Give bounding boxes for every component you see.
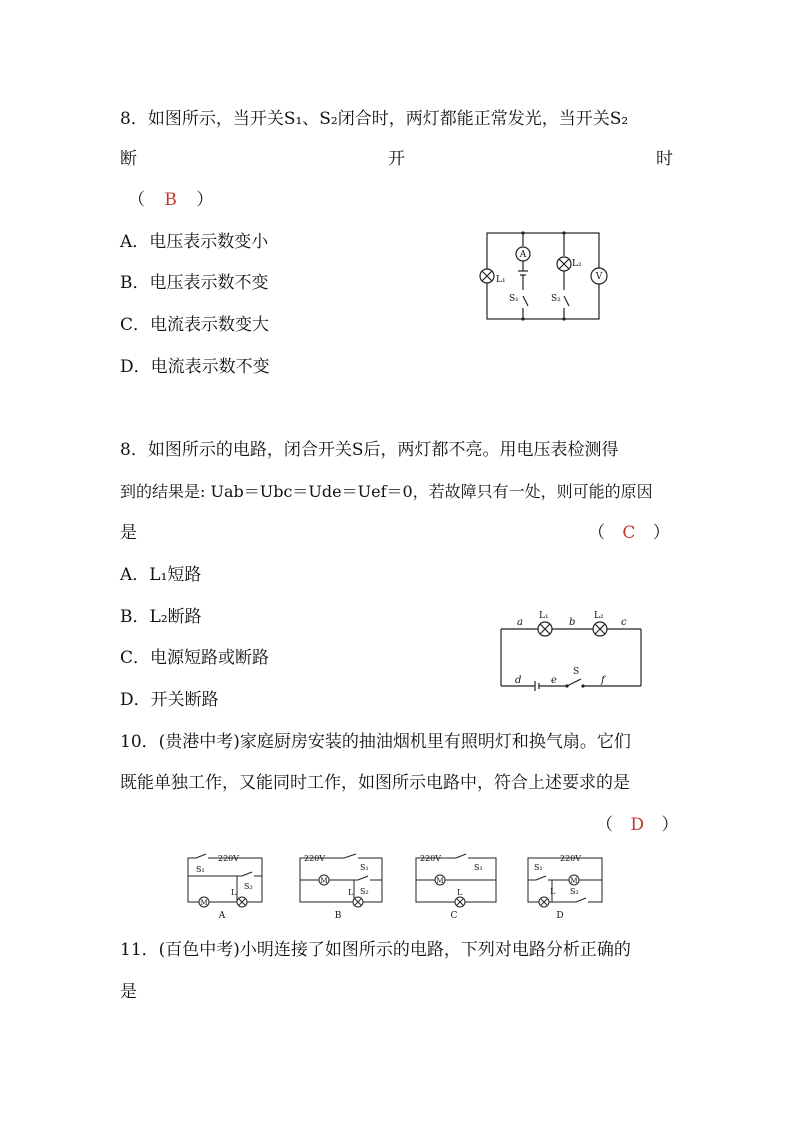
motor-label: M — [570, 877, 578, 885]
q8a-option-a: A．电压表示数变小 — [120, 232, 269, 252]
node-a: a — [517, 617, 523, 628]
bracket-close: ） — [661, 815, 679, 835]
q8b-answer-bracket — [588, 522, 670, 544]
node-b: b — [569, 617, 576, 628]
q8b-stem-line1: 8．如图所示的电路，闭合开关S后，两灯都不亮。用电压表检测得 — [120, 440, 619, 460]
bracket-open: （ — [596, 815, 613, 835]
q8a-option-b: B．电压表示数不变 — [120, 273, 269, 293]
voltmeter-label: V — [595, 272, 603, 282]
q10-circuit-c — [416, 854, 496, 921]
q8b-stem-line2: 到的结果是: Uab＝Ubc＝Ude＝Uef＝0，若故障只有一处，则可能的原因 — [120, 482, 653, 501]
s2-label: S₂ — [570, 887, 579, 896]
l2-label: L₂ — [594, 611, 604, 621]
q8b-answer: C — [622, 523, 636, 543]
bracket-close: ） — [652, 523, 670, 543]
lamp-label: L — [457, 888, 463, 897]
q8b-circuit-diagram — [495, 606, 647, 692]
ammeter-label: A — [519, 250, 527, 260]
q11-stem-line2: 是 — [120, 982, 137, 1002]
lamp-label: L — [550, 887, 556, 896]
q8a-circuit-diagram — [475, 228, 615, 328]
q10-stem-line1: 10．(贵港中考)家庭厨房安装的抽油烟机里有照明灯和换气扇。它们 — [120, 732, 631, 752]
motor-label: M — [200, 899, 208, 907]
q8b-stem-line3: 是 — [120, 523, 137, 543]
s1-label: S₁ — [474, 863, 483, 872]
l1-label: L₁ — [496, 275, 506, 285]
s1-label: S₁ — [509, 294, 519, 304]
lamp-label: L — [231, 888, 237, 897]
voltage-label: 220V — [218, 854, 240, 863]
motor-label: M — [320, 877, 328, 885]
bracket-open: （ — [128, 190, 145, 210]
bracket-open: （ — [588, 523, 605, 543]
q8a-break-1: 断 — [120, 149, 137, 169]
bracket-close: ） — [196, 190, 214, 210]
s1-label: S₁ — [360, 863, 369, 872]
q8a-stem-line1: 8．如图所示，当开关S₁、S₂闭合时，两灯都能正常发光，当开关S₂ — [120, 109, 629, 129]
voltage-label: 220V — [420, 854, 442, 863]
q11-stem-line1: 11．(百色中考)小明连接了如图所示的电路，下列对电路分析正确的 — [120, 940, 631, 960]
q10-circuit-options — [182, 848, 612, 922]
s2-label: S₂ — [360, 887, 369, 896]
q10-circuit-a — [188, 854, 262, 921]
q8a-answer: B — [164, 190, 177, 210]
option-label-c: C — [450, 911, 458, 921]
node-c: c — [621, 617, 627, 628]
q8a-break-3: 时 — [656, 149, 673, 169]
q8a-option-d: D．电流表示数不变 — [120, 357, 270, 377]
option-label-a: A — [218, 911, 226, 921]
option-label-b: B — [334, 911, 342, 921]
l2-label: L₂ — [572, 259, 582, 269]
q10-circuit-b — [300, 854, 382, 921]
q8b-option-c: C．电源短路或断路 — [120, 648, 270, 668]
q8a-answer-bracket — [128, 189, 213, 211]
s-label: S — [573, 667, 580, 677]
s2-label: S₂ — [244, 882, 253, 891]
q8b-option-b: B．L₂断路 — [120, 607, 202, 627]
lamp-label: L — [348, 888, 354, 897]
option-label-d: D — [556, 911, 564, 921]
node-e: e — [551, 675, 557, 686]
l1-label: L₁ — [539, 611, 549, 621]
q10-answer-bracket — [596, 814, 678, 836]
q8b-option-d: D．开关断路 — [120, 690, 219, 710]
s2-label: S₂ — [551, 294, 561, 304]
q8a-option-c: C．电流表示数变大 — [120, 315, 270, 335]
node-f: f — [601, 675, 605, 686]
q10-circuit-d — [528, 854, 602, 921]
s1-label: S₁ — [534, 863, 543, 872]
q8b-option-a: A．L₁短路 — [120, 565, 202, 585]
s1-label: S₁ — [196, 865, 205, 874]
node-d: d — [515, 675, 522, 686]
q10-stem-line2: 既能单独工作，又能同时工作，如图所示电路中，符合上述要求的是 — [120, 773, 630, 793]
q8a-stem-break — [120, 148, 673, 170]
q8a-break-2: 开 — [388, 149, 405, 169]
voltage-label: 220V — [304, 854, 326, 863]
q10-answer: D — [630, 815, 645, 835]
motor-label: M — [436, 877, 444, 885]
voltage-label: 220V — [560, 854, 582, 863]
